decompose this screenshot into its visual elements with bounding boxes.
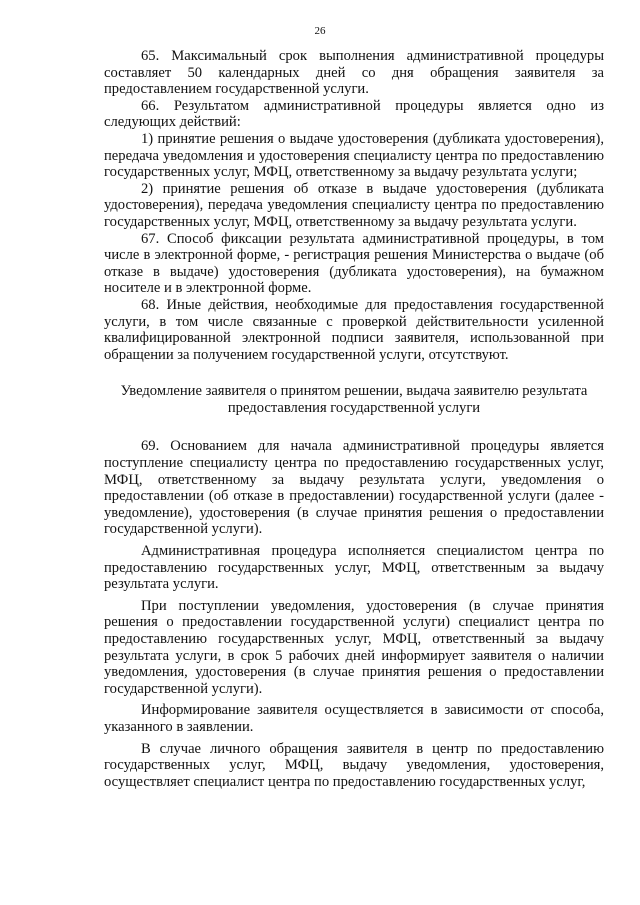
page-number: 26 — [314, 25, 326, 37]
paragraph-notification-receipt: При поступлении уведомления, удостоверения (в случае принятия решения о предоставлении государственной услуги) специалист центра по предоставлению государственных услуг, МФЦ, ответственный за выдачу результата услуги, в срок 5 рабочих дней информирует заявителя о наличии уведомления, удостоверения (в случае принятия решения о предоставлении государственной услуги). — [104, 597, 604, 697]
paragraph-personal-visit: В случае личного обращения заявителя в центр по предоставлению государственных услуг, МФЦ, выдачу уведомления, удостоверения, осуществляет специалист центра по предоставлению государственных услуг, — [104, 740, 604, 790]
document-body — [104, 48, 604, 790]
section-heading: Уведомление заявителя о принятом решении, выдача заявителю результата предоставления государственной услуги — [120, 383, 588, 416]
paragraph-informing: Информирование заявителя осуществляется в зависимости от способа, указанного в заявлении. — [104, 702, 604, 735]
paragraph-procedure-executor: Административная процедура исполняется специалистом центра по предоставлению государственных услуг, МФЦ, ответственным за выдачу результата услуги. — [104, 543, 604, 593]
paragraph-66: 66. Результатом административной процедуры является одно из следующих действий: — [104, 97, 604, 131]
paragraph-65: 65. Максимальный срок выполнения административной процедуры составляет 50 календарных дней со дня обращения заявителя за предоставлением государственной услуги. — [104, 48, 604, 98]
paragraph-67: 67. Способ фиксации результата административной процедуры, в том числе в электронной форме, - регистрация решения Министерства о выдаче (об отказе в выдаче) удостоверения (дубликата удостоверения), на бумажном носителе и в электронной форме. — [104, 230, 604, 297]
list-item-2: 2) принятие решения об отказе в выдаче удостоверения (дубликата удостоверения), передача уведомления специалисту центра по предоставлению государственных услуг, МФЦ, ответственному за выдачу результата услуги. — [104, 180, 604, 230]
paragraph-68: 68. Иные действия, необходимые для предоставления государственной услуги, в том числе связанные с проверкой действительности усиленной квалифицированной электронной подписи заявителя, использованной при обращении за получением государственной услуги, отсутствуют. — [104, 296, 604, 363]
paragraph-69: 69. Основанием для начала административной процедуры является поступление специалисту центра по предоставлению государственных услуг, МФЦ, ответственному за выдачу результата услуги, уведомления о предоставлении (об отказе в предоставлении) государственной услуги (далее - уведомление), удостоверения (в случае принятия решения о предоставлении государственной услуги). — [104, 438, 604, 538]
list-item-1: 1) принятие решения о выдаче удостоверения (дубликата удостоверения), передача уведомления и удостоверения специалисту центра по предоставлению государственных услуг, МФЦ, ответственному за выдачу результата услуги; — [104, 130, 604, 181]
